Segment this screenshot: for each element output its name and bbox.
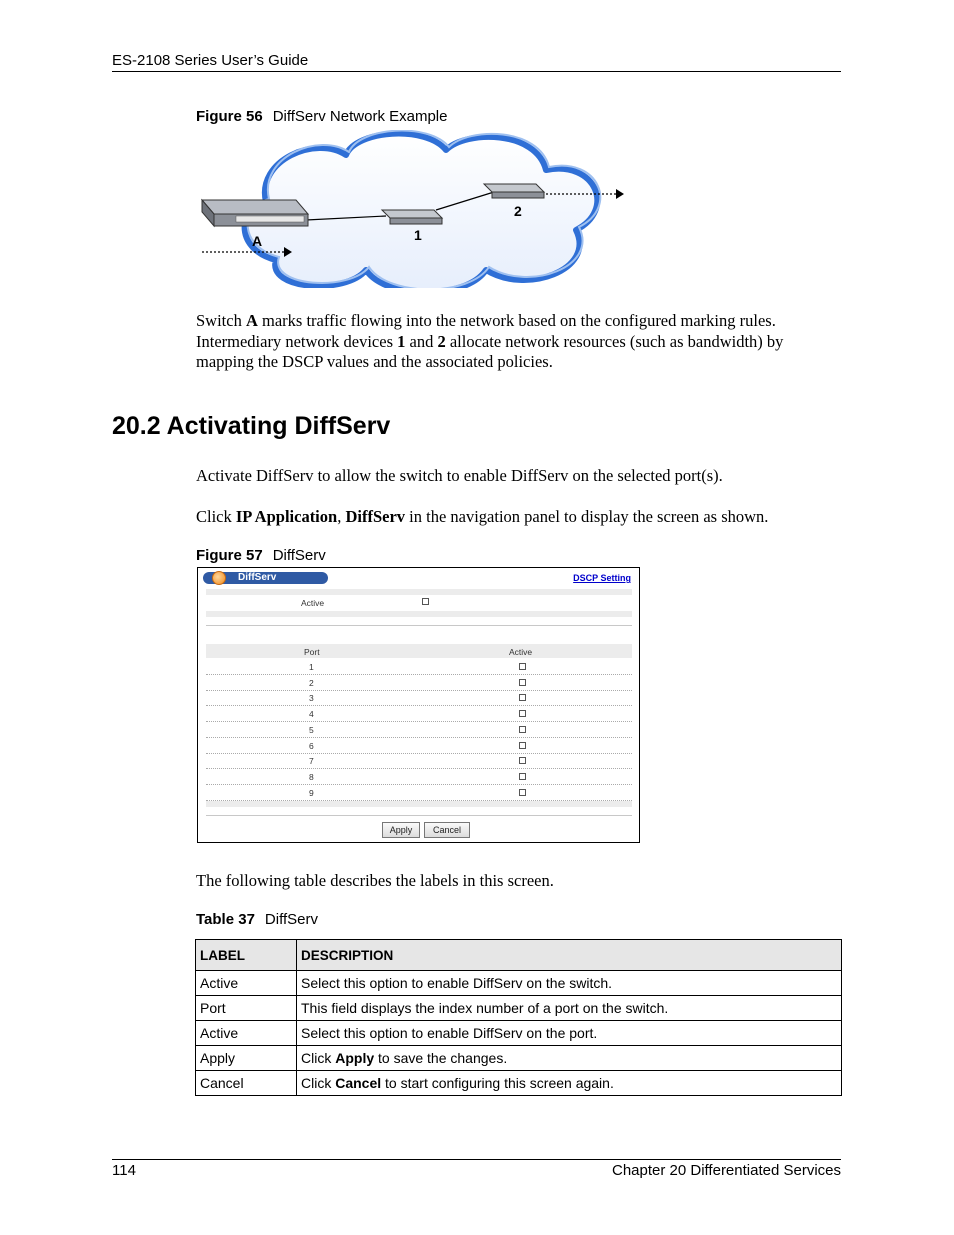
description-cell — [297, 1071, 842, 1096]
port-number: 3 — [309, 693, 314, 704]
port-number: 5 — [309, 724, 314, 735]
port-number: 1 — [309, 662, 314, 672]
port-active-checkbox[interactable] — [519, 726, 526, 733]
page-number: 114 — [112, 1162, 136, 1179]
dscp-setting-link[interactable]: DSCP Setting — [573, 573, 631, 583]
port-active-checkbox[interactable] — [519, 710, 526, 717]
label-cell: Apply — [196, 1046, 297, 1071]
active-band-bottom — [206, 611, 632, 617]
activate-paragraph: Activate DiffServ to allow the switch to enable DiffServ on the selected port(s). — [196, 466, 723, 485]
divider — [206, 625, 632, 626]
port-active-checkbox[interactable] — [519, 789, 526, 796]
text-run: Switch — [196, 311, 246, 330]
header-rule — [112, 71, 841, 72]
text-run: Select this option to enable DiffServ on the port. — [301, 1025, 598, 1041]
port-active-checkbox[interactable] — [519, 757, 526, 764]
figure-56-caption — [196, 108, 447, 125]
row-divider — [206, 721, 632, 722]
label-cell: Active — [196, 1021, 297, 1046]
row-divider — [206, 768, 632, 769]
text-run: This field displays the index number of a port on the switch. — [301, 1000, 669, 1016]
row-divider — [206, 674, 632, 675]
diffserv-active-checkbox[interactable] — [422, 598, 429, 605]
text-run: , — [337, 507, 346, 526]
table-37-title: DiffServ — [264, 911, 318, 928]
table-row — [196, 971, 842, 996]
button-divider — [206, 815, 632, 816]
diffserv-label-table — [195, 939, 842, 1096]
table-row — [196, 996, 842, 1021]
bold-term: Apply — [335, 1050, 375, 1066]
port-active-checkbox[interactable] — [519, 742, 526, 749]
chapter-title: Chapter 20 Differentiated Services — [611, 1162, 841, 1179]
port-active-checkbox[interactable] — [519, 679, 526, 686]
text-run: marks traffic flowing into the network based on the configured marking rules. Intermediary network devices — [196, 311, 776, 351]
bold-term: DiffServ — [345, 507, 406, 526]
label-cell: Cancel — [196, 1071, 297, 1096]
description-cell — [297, 1021, 842, 1046]
device-2-icon — [484, 184, 544, 198]
port-number: 2 — [309, 677, 314, 688]
bold-term: IP Application — [235, 507, 338, 526]
text-run: Click — [301, 1050, 336, 1066]
port-column-header: Port — [304, 647, 320, 657]
row-divider — [206, 690, 632, 691]
label-cell: Active — [196, 971, 297, 996]
switch-a-icon — [202, 200, 308, 226]
title-orb-icon — [212, 571, 226, 585]
text-run: Select this option to enable DiffServ on the switch. — [301, 975, 613, 991]
figure-57-title: DiffServ — [272, 547, 326, 564]
port-number: 4 — [309, 709, 314, 720]
description-cell — [297, 971, 842, 996]
port-table-header — [206, 644, 632, 658]
text-run: to start configuring this screen again. — [381, 1075, 614, 1091]
description-cell — [297, 996, 842, 1021]
table-row — [196, 1021, 842, 1046]
port-number: 8 — [309, 771, 314, 782]
table-intro-paragraph: The following table describes the labels in this screen. — [196, 871, 554, 890]
table-37-number: Table 37 — [196, 911, 255, 928]
bold-term: A — [245, 311, 258, 330]
figure-56-title: DiffServ Network Example — [272, 108, 448, 125]
active-label: Active — [301, 598, 325, 608]
port-active-checkbox[interactable] — [519, 773, 526, 780]
text-run: allocate network resources (such as bandwidth) by mapping the DSCP values and the associated policies. — [196, 331, 784, 371]
port-number: 7 — [309, 756, 314, 767]
device-2-label: 2 — [514, 203, 522, 219]
apply-button[interactable]: Apply — [382, 822, 420, 838]
table-bottom-band — [206, 801, 632, 807]
diffserv-screen — [197, 567, 640, 843]
row-divider — [206, 784, 632, 785]
running-header: ES-2108 Series User’s Guide — [112, 52, 309, 69]
description-column-header: DESCRIPTION — [297, 940, 842, 971]
description-cell — [297, 1046, 842, 1071]
text-run: Click — [196, 507, 236, 526]
network-example-paragraph — [196, 311, 836, 373]
port-active-checkbox[interactable] — [519, 663, 526, 670]
switch-a-label: A — [252, 233, 263, 249]
label-column-header: LABEL — [196, 940, 297, 971]
row-divider — [206, 705, 632, 706]
text-run: to save the changes. — [374, 1050, 508, 1066]
diffserv-network-diagram — [196, 130, 632, 288]
figure-57-caption — [196, 547, 326, 564]
text-run: and — [405, 331, 438, 351]
port-active-checkbox[interactable] — [519, 694, 526, 701]
active-column-header: Active — [509, 647, 533, 657]
figure-57-number: Figure 57 — [196, 547, 263, 564]
table-header-row — [196, 940, 842, 971]
navigation-paragraph — [196, 507, 836, 528]
top-band — [206, 589, 632, 595]
bold-term: 1 — [397, 331, 406, 351]
bold-term: 2 — [437, 331, 446, 351]
section-heading: 20.2 Activating DiffServ — [112, 412, 391, 440]
label-cell: Port — [196, 996, 297, 1021]
text-run: Click — [301, 1075, 336, 1091]
bold-term: Cancel — [335, 1075, 382, 1091]
device-1-label: 1 — [414, 227, 422, 243]
table-body — [196, 971, 842, 1096]
table-row — [196, 1071, 842, 1096]
screen-title: DiffServ — [238, 572, 277, 583]
port-number: 6 — [309, 740, 314, 751]
port-number: 9 — [309, 787, 314, 798]
text-run: in the navigation panel to display the screen as shown. — [405, 507, 769, 526]
figure-56-number: Figure 56 — [196, 108, 263, 125]
table-37-caption — [196, 911, 318, 928]
footer-rule — [112, 1159, 841, 1160]
device-1-icon — [382, 210, 442, 224]
cancel-button[interactable]: Cancel — [424, 822, 470, 838]
row-divider — [206, 753, 632, 754]
table-row — [196, 1046, 842, 1071]
row-divider — [206, 737, 632, 738]
